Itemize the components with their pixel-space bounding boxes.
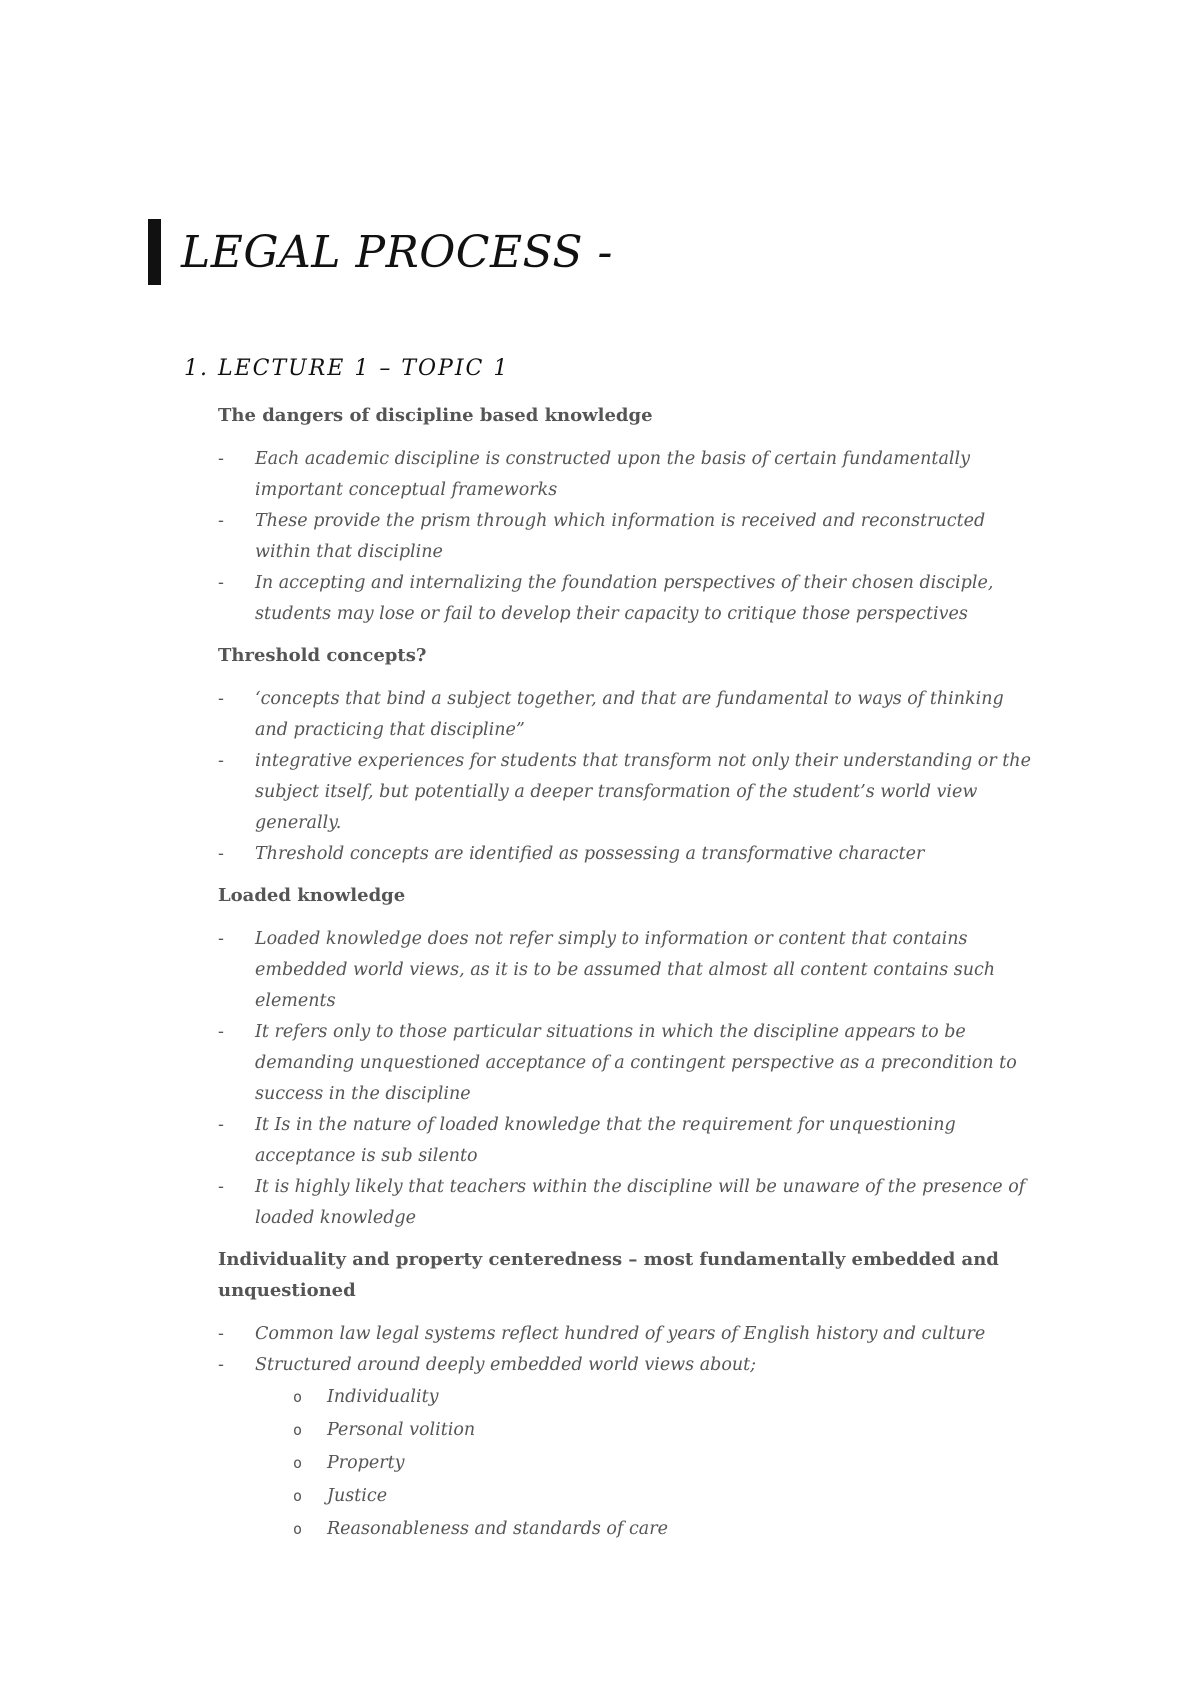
bullet-item	[218, 1350, 1038, 1381]
bullet-list	[218, 1319, 1038, 1546]
bullet-item	[218, 444, 1038, 506]
bullet-item	[218, 1017, 1038, 1110]
sub-bullet-text: Personal volition	[327, 1420, 476, 1440]
document-title: LEGAL PROCESS -	[181, 226, 613, 278]
bullet-item	[218, 506, 1038, 568]
bullet-item	[218, 1172, 1038, 1234]
bullet-text: ‘concepts that bind a subject together, and that are fundamental to ways of thinking and practicing that discipline”	[255, 689, 1004, 740]
bullet-text: integrative experiences for students that transform not only their understanding or the subject itself, but potentially a deeper transformation of the student’s world view generally.	[255, 751, 1031, 833]
sub-bullet-item	[218, 1513, 1038, 1546]
bullet-dash: -	[218, 1355, 224, 1375]
bullet-text: It Is in the nature of loaded knowledge that the requirement for unquestioning acceptance is sub silento	[255, 1115, 956, 1166]
title-block	[148, 218, 613, 286]
title-accent-bar	[148, 219, 161, 285]
bullet-dash: -	[218, 929, 224, 949]
sub-bullet-text: Individuality	[327, 1387, 439, 1407]
sub-bullet-item	[218, 1381, 1038, 1414]
bullet-dash: -	[218, 1022, 224, 1042]
bullet-text: It refers only to those particular situations in which the discipline appears to be demanding unquestioned acceptance of a contingent perspective as a precondition to success in the discipline	[255, 1022, 1017, 1104]
lecture-number: 1.	[184, 356, 209, 381]
bullet-text: Common law legal systems reflect hundred of years of English history and culture	[255, 1324, 986, 1344]
sub-bullet-text: Justice	[327, 1486, 388, 1506]
sub-bullet-marker: o	[293, 1487, 303, 1505]
bullet-text: Each academic discipline is constructed upon the basis of certain fundamentally important conceptual frameworks	[255, 449, 970, 500]
bullet-dash: -	[218, 449, 224, 469]
bullet-item	[218, 684, 1038, 746]
bullet-text: These provide the prism through which information is received and reconstructed within that discipline	[255, 511, 986, 562]
bullet-dash: -	[218, 751, 224, 771]
sub-bullet-item	[218, 1447, 1038, 1480]
bullet-item	[218, 1319, 1038, 1350]
sub-bullet-item	[218, 1414, 1038, 1447]
bullet-text: Loaded knowledge does not refer simply to information or content that contains embedded world views, as it is to be assumed that almost all content contains such elements	[255, 929, 996, 1011]
bullet-item	[218, 839, 1038, 870]
sub-bullet-marker: o	[293, 1454, 303, 1472]
notes-content	[218, 400, 1038, 1556]
bullet-dash: -	[218, 1324, 224, 1344]
bullet-list	[218, 684, 1038, 870]
sub-bullet-item	[218, 1480, 1038, 1513]
sub-bullet-text: Property	[327, 1453, 405, 1473]
bullet-text: It is highly likely that teachers within the discipline will be unaware of the presence of loaded knowledge	[255, 1177, 1026, 1228]
bullet-dash: -	[218, 844, 224, 864]
bullet-item	[218, 568, 1038, 630]
section-heading: Threshold concepts?	[218, 645, 427, 666]
bullet-dash: -	[218, 511, 224, 531]
bullet-dash: -	[218, 1115, 224, 1135]
section-heading: Loaded knowledge	[218, 885, 406, 906]
bullet-dash: -	[218, 1177, 224, 1197]
sub-bullet-marker: o	[293, 1520, 303, 1538]
bullet-list	[218, 444, 1038, 630]
bullet-item	[218, 746, 1038, 839]
sub-bullet-text: Reasonableness and standards of care	[327, 1519, 668, 1539]
sub-bullet-marker: o	[293, 1388, 303, 1406]
bullet-text: In accepting and internalizing the foundation perspectives of their chosen disciple, students may lose or fail to develop their capacity to critique those perspectives	[255, 573, 994, 624]
sub-bullet-marker: o	[293, 1421, 303, 1439]
lecture-heading	[184, 356, 509, 381]
bullet-dash: -	[218, 573, 224, 593]
section-heading: The dangers of discipline based knowledge	[218, 405, 653, 426]
bullet-item	[218, 1110, 1038, 1172]
bullet-dash: -	[218, 689, 224, 709]
sub-bullet-list	[218, 1381, 1038, 1546]
bullet-item	[218, 924, 1038, 1017]
bullet-text: Threshold concepts are identified as possessing a transformative character	[255, 844, 925, 864]
section-heading: Individuality and property centeredness – most fundamentally embedded and unquestioned	[218, 1249, 999, 1301]
bullet-list	[218, 924, 1038, 1234]
lecture-label: LECTURE 1 – TOPIC 1	[218, 356, 510, 381]
bullet-text: Structured around deeply embedded world views about;	[255, 1355, 757, 1375]
